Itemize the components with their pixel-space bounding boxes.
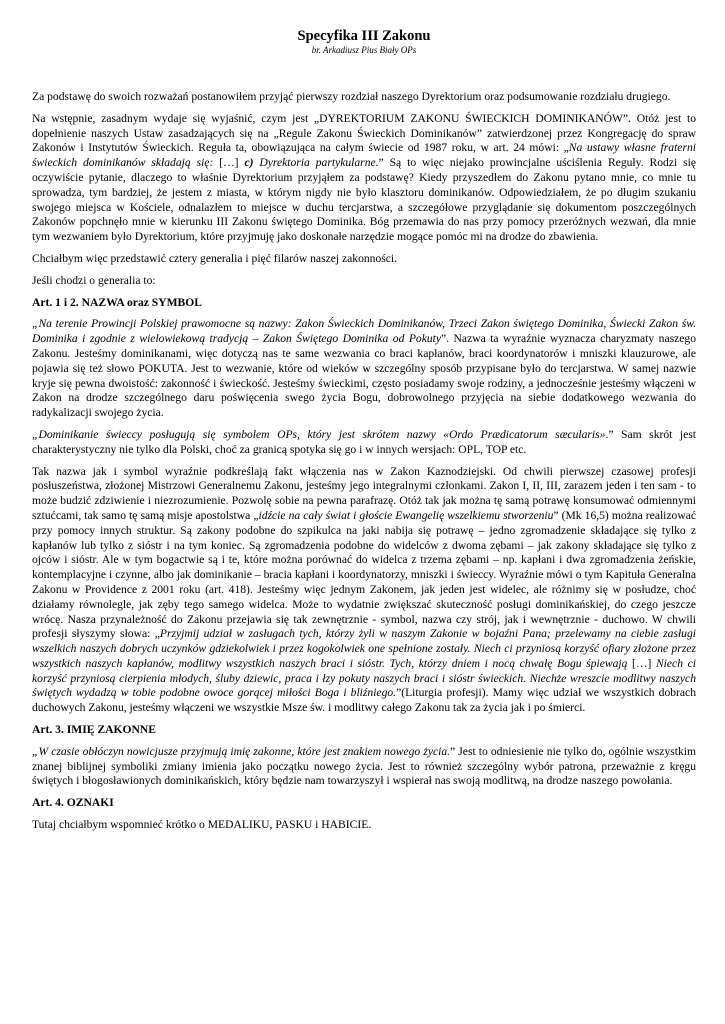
art12-name-paragraph: „Na terenie Prowincji Polskiej prawomocne są nazwy: Zakon Świeckich Dominikanów, Trzeci Zakon świętego Dominika, Świecki Zakon św. Dominika i zgodnie z wielowiekową tradycją – Zakon Świętego Dominika od Pokuty”. Nazwa ta wyraźnie wyznacza charyzmaty naszego Zakonu. Jesteśmy dominikanami, więc dotyczą nas te same wezwania co braci kapłanów, braci koordynatorów i mniszki klauzurowe, ale pojawia się też słowo POKUTA. Jest to wezwanie, które od wieków w szczególny sposób przypisane było do tercjarstwa. W samej nazwie kryje się pewna dwoistość: zakonność i świeckość. Jesteśmy świeckimi, często posiadamy swoje rodziny, a jednocześnie jesteśmy włączeni w Zakon na drodze szczególnego daru poświęcenia swego życia Bogu, dobrowolnego przyjęcia na siebie dodatkowego wezwania do radykalizacji swojego życia.	[32, 317, 696, 420]
page-title: Specyfika III Zakonu	[297, 28, 431, 44]
author-line: br. Arkadiusz Pius Biały OPs	[311, 45, 417, 55]
art3-heading: Art. 3. IMIĘ ZAKONNE	[32, 723, 156, 737]
art4-heading: Art. 4. OZNAKI	[32, 796, 114, 810]
generalia-paragraph: Jeśli chodzi o generalia to:	[32, 273, 156, 287]
art3-paragraph: „W czasie obłóczyn nowicjusze przyjmują imię zakonne, które jest znakiem nowego życia.” Jest to odniesienie nie tylko do, ogólnie wszystkim znanej biblijnej symboliki zmiany imienia jako początku nowego życia. Jest to również szczególny wybór patrona, przeważnie z kręgu świętych i błogosławionych dominikańskich, który będzie nam towarzyszył i wspierał nas swoją modlitwą, na drodze naszego powołania.	[32, 744, 696, 788]
art12-heading: Art. 1 i 2. NAZWA oraz SYMBOL	[32, 295, 203, 309]
intro-paragraph: Za podstawę do swoich rozważań postanowiłem przyjąć pierwszy rozdział naszego Dyrektorium oraz podsumowanie rozdziału drugiego.	[32, 90, 671, 103]
pillars-paragraph: Chciałbym więc przedstawić cztery generalia i pięć filarów naszej zakonności.	[32, 251, 398, 265]
art12-symbol-paragraph: „Dominikanie świeccy posługują się symbolem OPs, który jest skrótem nazwy «Ordo Prædicatorum sæcularis».” Sam skrót jest charakterystyczny nie tylko dla Polski, choć za granicą spotyka się go i w innych wersjach: OPL, TOP etc.	[32, 427, 697, 456]
directory-paragraph: Na wstępnie, zasadnym wydaje się wyjaśnić, czym jest „DYREKTORIUM ZAKONU ŚWIECKICH DOMINIKANÓW”. Otóż jest to dopełnienie naszych Ustaw zasadzających się na „Regule Zakonu Świeckich Dominikanów” zatwierdzonej przez Kongregację do spraw Zakonów i Instytutów Świeckich. Reguła ta, obowiązująca na całym świecie od 1987 roku, w art. 24 mówi: „Na ustawy własne fraterni świeckich dominikanów składają się: […] c) Dyrektoria partykularne.” Są to więc niejako prowincjalne uściślenia Reguły. Rodzi się oczywiście pytanie, dlaczego to właśnie Dyrektorium przyjąłem za podstawę? Kiedy przyszedłem do Zakonu pytano mnie, co mnie tu sprowadza, tym bardziej, że jestem z miasta, w którym nigdy nie było klasztoru dominikanów. Odpowiedziałem, że po długim szukaniu swojego miejsca w Kościele, odnalazłem to miejsce w duchu tercjarstwa, a szczegółowe przyglądanie się dokumentom poszczególnych Zakonów popchnęło mnie w kierunku III Zakonu świętego Dominika. Bóg przemawia do nas przy pomocy przeróżnych wezwań, dla mnie tym wezwaniem było Dyrektorium, które przyjmuję jako doskonałe narzędzie mogące pomóc mi na drodze do zbawienia.	[32, 111, 696, 244]
document-page	[32, 28, 696, 840]
art12-fork-paragraph: Tak nazwa jak i symbol wyraźnie podkreślają fakt włączenia nas w Zakon Kaznodziejski. Od chwili pierwszej czasowej profesji posłuszeństwa, złożonej Mistrzowi Generalnemu Zakonu, jesteśmy jego integralnymi członkami. Zakon I, II, III, zarazem jeden i ten sam - to może budzić zdziwienie i niezrozumienie. Pozwolę sobie na pewna parafrazę. Otóż tak jak można tę samą potrawę konsumować odmiennymi sztućcami, tak samo tę samą misje apostolstwa „idźcie na cały świat i głoście Ewangelię wszelkiemu stworzeniu” (Mk 16,5) można realizować przy pomocy innych struktur. Są zakony podobne do szpikulca na jaki nabija się potrawę – jedno zgromadzenie składające się tylko z kapłanów lub tylko z sióstr i na tym koniec. Są zgromadzenia podobne do widelców z dwoma zębami – jak zakony składające się tylko z ojców i sióstr. Ale w tym bogactwie są i te, które można porównać do widelca z trzema zębami – np. kapłani i dwa zgromadzenia żeńskie, kontemplacyjne i czynne, albo jak dominikanie – bracia kapłani i koordynatorzy, mniszki i świeccy. Wyraźnie mówi o tym Kapituła Generalna Zakonu w Providence z 2001 roku (art. 418). Jesteśmy więc jednym Zakonem, jak jeden jest widelec, ale różnimy się w posłudze, choć działamy równolegle, jak zęby tego samego widelca. Może to wydatnie zwiększać skuteczność posługi dominikańskiej, do czego jeszcze wrócę. Nasza przynależność do Zakonu przejawia się tak zewnętrznie - symbol, nazwa czy strój, jak i wewnętrznie - duchowo. W chwili profesji słyszymy słowa: „Przyjmij udział w zasługach tych, którzy żyli w naszym Zakonie w bojaźni Pana; przelewamy na ciebie zasługi wszelkich naszych dobrych uczynków gdziekolwiek i przez kogokolwiek one spełnione zostały. Niech ci przyniosą korzyść ofiary złożone przez wszystkich naszych kapłanów, modlitwy wszystkich naszych braci i sióstr. Tych, którzy dniem i nocą chwałę Bogu śpiewają […] Niech ci korzyść przyniosą cierpienia młodych, śluby dziewic, praca i łzy pokuty naszych braci i sióstr świeckich. Niechże wreszcie modlitwy naszych świętych wydadzą w tobie podobne owoce gorącej miłości Boga i bliźniego.”(Liturgia profesji). Mamy więc udział we wszystkich dobrach duchowych Zakonu, jesteśmy włączeni we wszystkie Msze św. i modlitwy całego Zakonu tak za życia jak i po śmierci.	[32, 464, 697, 715]
art4-paragraph: Tutaj chciałbym wspomnieć krótko o MEDALIKU, PASKU i HABICIE.	[32, 818, 372, 832]
